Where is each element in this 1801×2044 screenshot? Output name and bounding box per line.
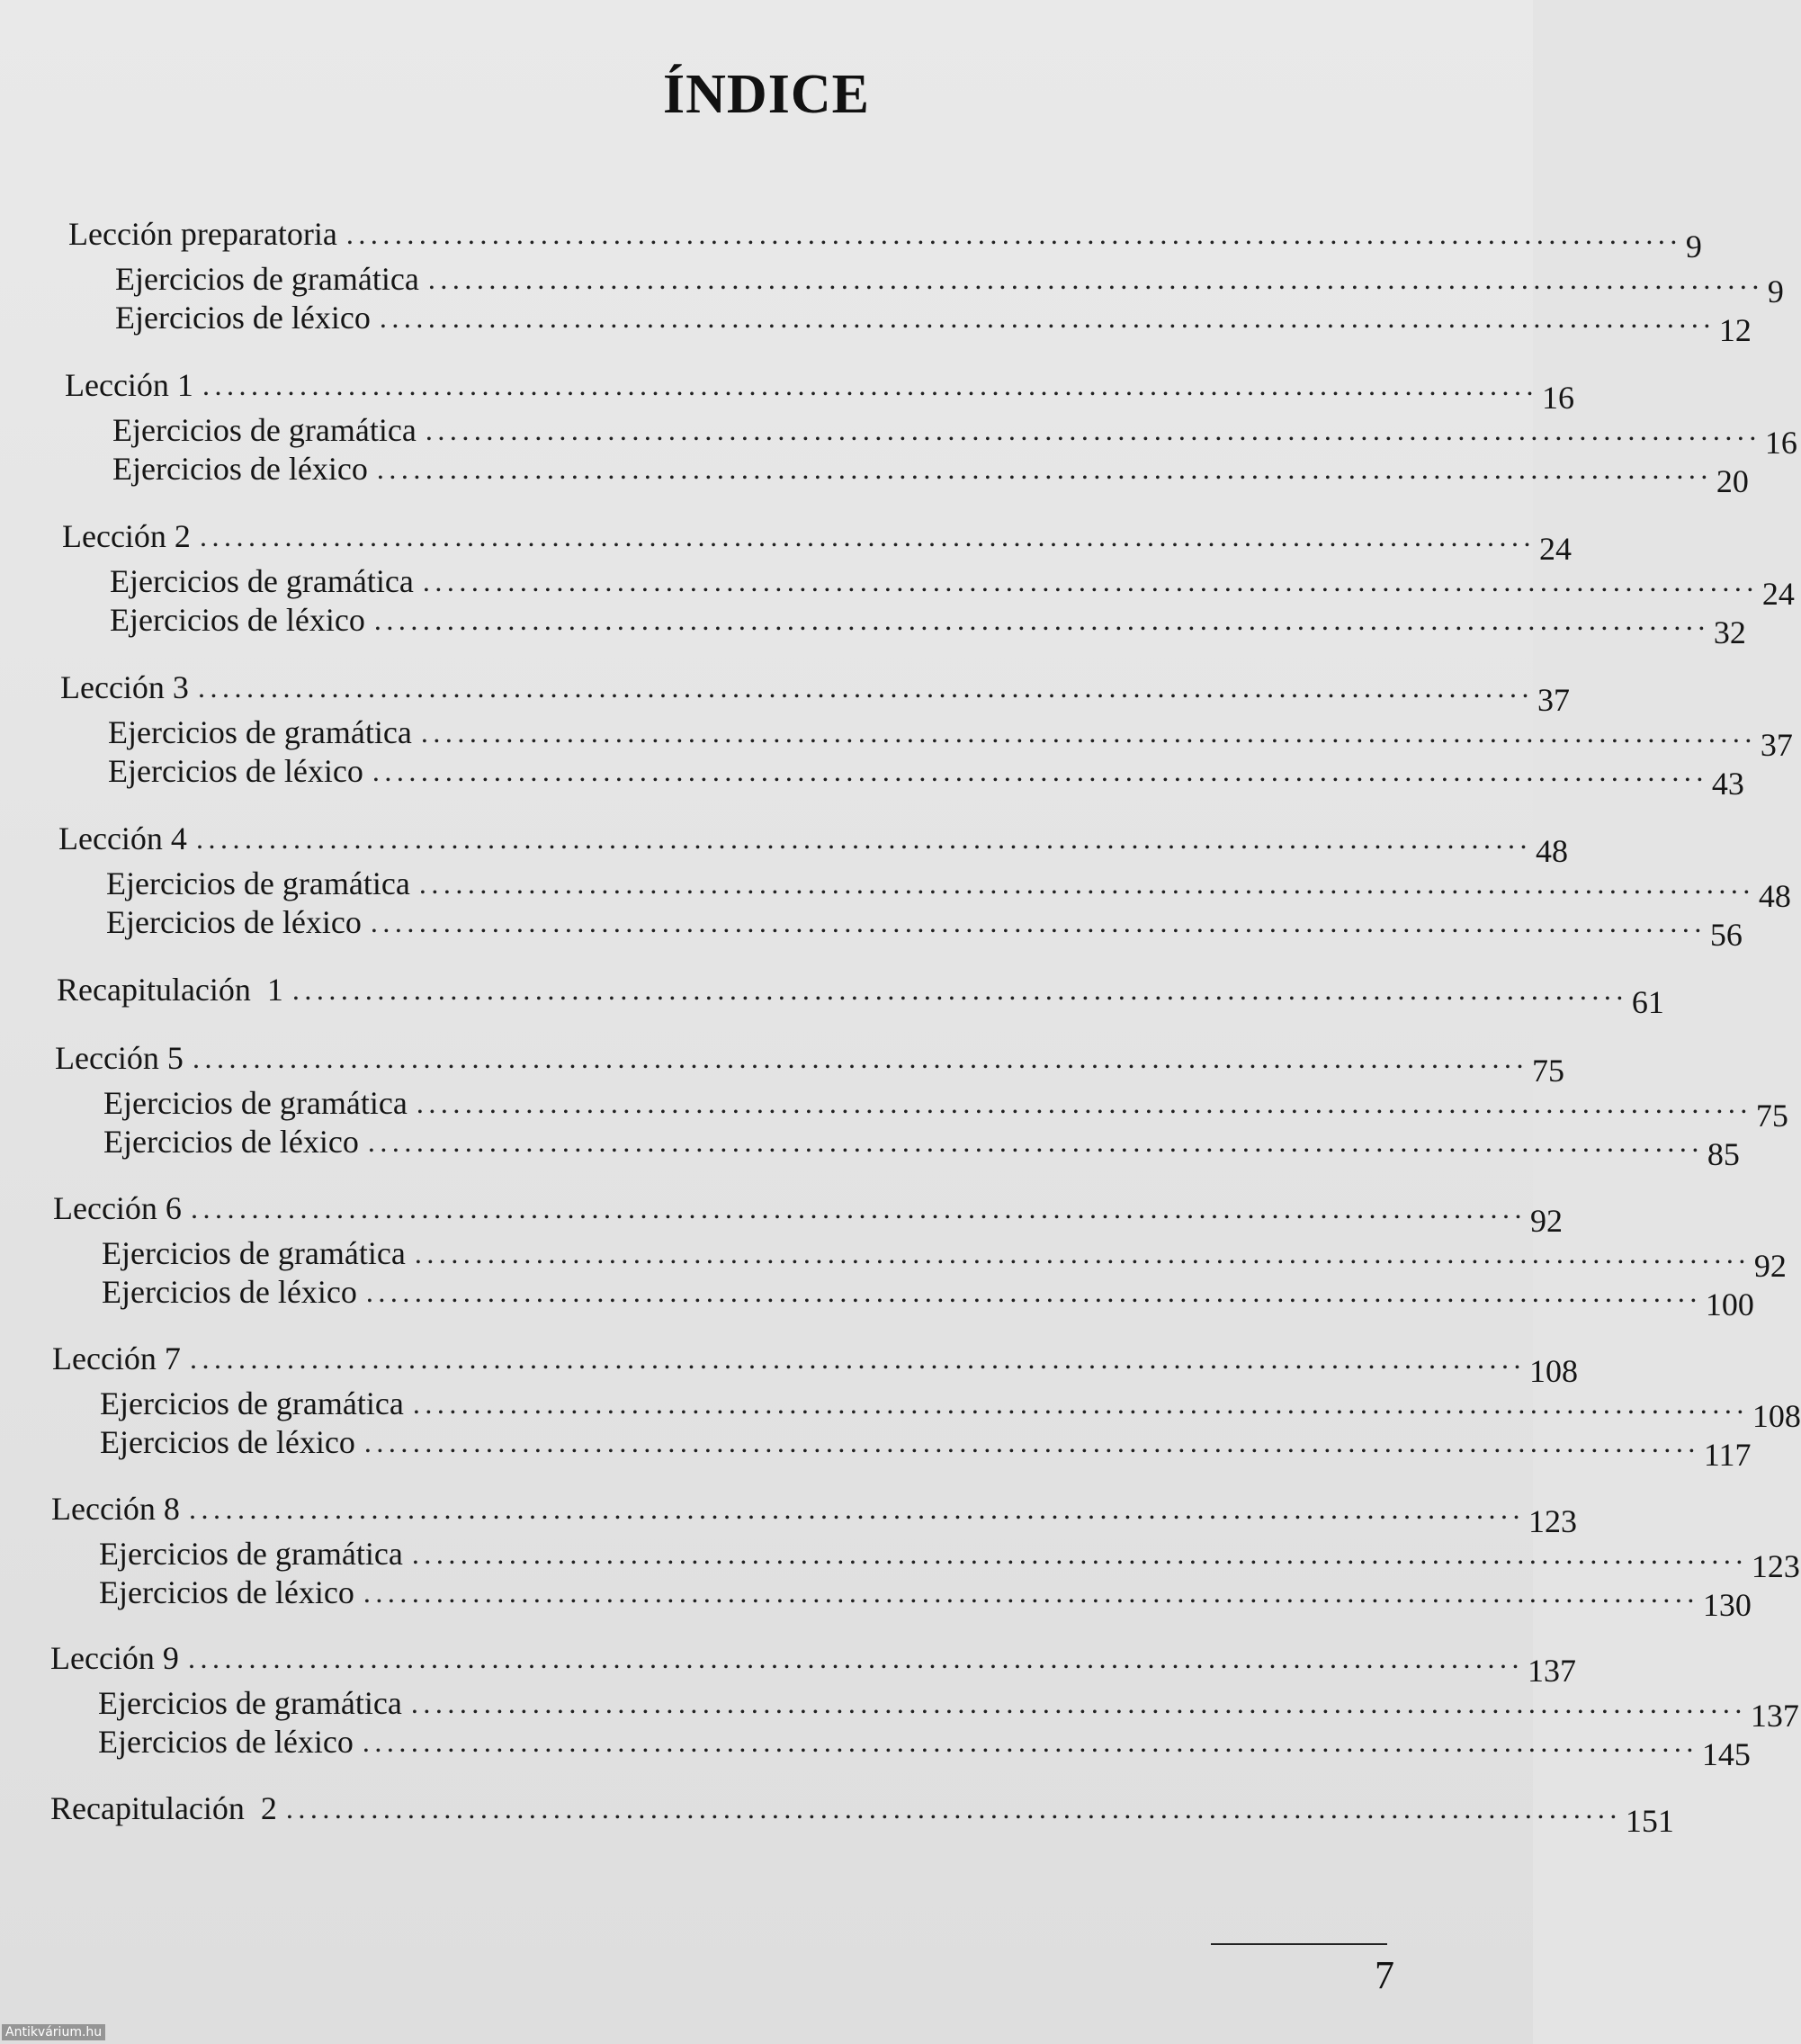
toc-entry-page: 43 <box>1711 766 1744 802</box>
toc-entry-label: Ejercicios de léxico <box>110 602 365 638</box>
toc-entry-page: 92 <box>1753 1248 1787 1284</box>
toc-entry-page: 48 <box>1535 833 1568 869</box>
toc-entry-subsection <box>98 1717 1751 1772</box>
dot-leader: .............................................................................................................. <box>188 1493 1525 1525</box>
toc-entry-page: 151 <box>1625 1803 1674 1839</box>
toc-entry-page: 92 <box>1529 1203 1563 1239</box>
toc-entry-label: Ejercicios de léxico <box>103 1124 359 1160</box>
toc-entry-page: 100 <box>1705 1286 1754 1322</box>
toc-entry-page: 75 <box>1531 1053 1564 1089</box>
toc-entry-page: 85 <box>1707 1136 1740 1172</box>
footer-rule <box>1211 1943 1387 1945</box>
toc-entry-label: Lección 8 <box>51 1491 180 1527</box>
dot-leader: .............................................................................................................. <box>190 1192 1527 1224</box>
toc-entry-subsection <box>108 707 1793 763</box>
toc-entry-subsection <box>115 254 1784 309</box>
toc-entry-page: 56 <box>1709 917 1743 953</box>
dot-leader: .............................................................................................................. <box>345 218 1682 250</box>
toc-entry-label: Lección 5 <box>55 1040 184 1076</box>
toc-entry-label: Ejercicios de gramática <box>103 1085 408 1121</box>
dot-leader: .............................................................................................................. <box>422 565 1759 597</box>
dot-leader: .............................................................................................................. <box>376 453 1713 485</box>
toc-entry-label: Lección 6 <box>53 1190 182 1226</box>
toc-entry-page: 9 <box>1685 229 1702 264</box>
toc-entry-label: Ejercicios de gramática <box>108 714 412 750</box>
toc-entry-recap <box>50 1783 1674 1839</box>
toc-entry-label: Lección preparatoria <box>68 216 337 252</box>
dot-leader: .............................................................................................................. <box>291 973 1628 1006</box>
toc-entry-label: Ejercicios de gramática <box>102 1235 406 1271</box>
dot-leader: .............................................................................................................. <box>285 1792 1622 1824</box>
toc-entry-lesson <box>50 1633 1576 1689</box>
toc-entry-page: 61 <box>1631 984 1664 1020</box>
toc-entry-label: Ejercicios de gramática <box>110 563 414 599</box>
toc-entry-label: Lección 4 <box>58 820 187 856</box>
toc-entry-label: Ejercicios de léxico <box>98 1724 354 1760</box>
toc-entry-subsection <box>110 595 1746 650</box>
toc-entry-subsection <box>115 292 1752 348</box>
toc-entry-page: 16 <box>1764 425 1797 461</box>
toc-entry-page: 137 <box>1750 1698 1799 1734</box>
toc-entry-label: Ejercicios de gramática <box>100 1385 404 1421</box>
toc-entry-subsection <box>103 1116 1740 1172</box>
toc-entry-page: 32 <box>1713 614 1746 650</box>
toc-entry-label: Ejercicios de léxico <box>115 300 371 336</box>
toc-entry-subsection <box>106 858 1791 914</box>
toc-entry-label: Lección 7 <box>52 1340 181 1376</box>
dot-leader: .............................................................................................................. <box>379 301 1716 334</box>
dot-leader: .............................................................................................................. <box>363 1426 1700 1458</box>
toc-entry-subsection <box>100 1378 1801 1434</box>
dot-leader: .............................................................................................................. <box>410 1687 1747 1719</box>
dot-leader: .............................................................................................................. <box>373 604 1710 636</box>
dot-leader: .............................................................................................................. <box>195 822 1532 855</box>
toc-entry-lesson <box>62 511 1572 567</box>
dot-leader: .............................................................................................................. <box>199 520 1536 552</box>
dot-leader: .............................................................................................................. <box>372 755 1708 787</box>
toc-entry-subsection <box>100 1417 1752 1473</box>
dot-leader: .............................................................................................................. <box>418 867 1755 900</box>
toc-entry-label: Lección 9 <box>50 1640 179 1676</box>
dot-leader: .............................................................................................................. <box>187 1642 1524 1674</box>
dot-leader: .............................................................................................................. <box>412 1387 1749 1420</box>
toc-entry-subsection <box>102 1228 1787 1284</box>
toc-entry-label: Ejercicios de léxico <box>112 451 368 487</box>
toc-entry-label: Ejercicios de léxico <box>100 1424 355 1460</box>
toc-entry-page: 123 <box>1751 1548 1800 1584</box>
toc-entry-page: 130 <box>1702 1587 1752 1623</box>
dot-leader: .............................................................................................................. <box>425 414 1761 446</box>
dot-leader: .............................................................................................................. <box>197 671 1534 704</box>
toc-entry-subsection <box>102 1267 1754 1322</box>
toc-entry-recap <box>57 964 1664 1020</box>
toc-entry-page: 108 <box>1528 1353 1578 1389</box>
toc-entry-label: Ejercicios de gramática <box>106 865 410 901</box>
dot-leader: .............................................................................................................. <box>411 1537 1748 1570</box>
toc-entry-label: Recapitulación 2 <box>50 1790 277 1826</box>
toc-entry-subsection <box>112 444 1749 499</box>
toc-entry-label: Ejercicios de gramática <box>112 412 417 448</box>
dot-leader: .............................................................................................................. <box>414 1237 1751 1269</box>
toc-entry-page: 16 <box>1541 380 1574 416</box>
toc-entry-lesson <box>53 1183 1563 1239</box>
toc-entry-page: 108 <box>1752 1398 1801 1434</box>
toc-entry-page: 24 <box>1761 576 1795 612</box>
toc-entry-page: 12 <box>1718 312 1752 348</box>
toc-entry-label: Ejercicios de léxico <box>106 904 362 940</box>
toc-entry-subsection <box>106 897 1743 953</box>
toc-entry-label: Lección 2 <box>62 518 191 554</box>
toc-entry-page: 24 <box>1538 531 1572 567</box>
toc-entry-page: 145 <box>1701 1736 1751 1772</box>
page-number: 7 <box>1375 1953 1394 1997</box>
toc-entry-subsection <box>110 556 1795 612</box>
toc-entry-label: Ejercicios de gramática <box>98 1685 402 1721</box>
toc-entry-lesson <box>52 1333 1578 1389</box>
toc-entry-subsection <box>103 1078 1788 1134</box>
toc-entry-subsection <box>108 746 1744 802</box>
dot-leader: .............................................................................................................. <box>363 1576 1699 1609</box>
dot-leader: .............................................................................................................. <box>202 369 1538 401</box>
toc-entry-page: 20 <box>1716 463 1749 499</box>
toc-entry-label: Ejercicios de léxico <box>108 753 363 789</box>
toc-entry-label: Ejercicios de léxico <box>102 1274 357 1310</box>
toc-entry-subsection <box>98 1678 1799 1734</box>
dot-leader: .............................................................................................................. <box>365 1276 1702 1308</box>
toc-entry-label: Ejercicios de gramática <box>115 261 419 297</box>
toc-entry-page: 123 <box>1528 1503 1577 1539</box>
dot-leader: .............................................................................................................. <box>370 906 1707 938</box>
toc-entry-subsection <box>112 405 1797 461</box>
toc-entry-lesson <box>68 209 1702 264</box>
dot-leader: .............................................................................................................. <box>189 1342 1526 1375</box>
toc-entry-page: 9 <box>1767 273 1784 309</box>
dot-leader: .............................................................................................................. <box>420 716 1757 749</box>
dot-leader: .............................................................................................................. <box>427 263 1764 295</box>
dot-leader: .............................................................................................................. <box>362 1726 1698 1758</box>
toc-entry-label: Lección 3 <box>60 669 189 705</box>
toc-entry-page: 37 <box>1537 682 1570 718</box>
toc-entry-page: 75 <box>1755 1098 1788 1134</box>
toc-entry-label: Recapitulación 1 <box>57 972 283 1008</box>
toc-entry-lesson <box>55 1033 1564 1089</box>
toc-entry-label: Ejercicios de léxico <box>99 1574 354 1610</box>
toc-entry-lesson <box>60 662 1570 718</box>
dot-leader: .............................................................................................................. <box>416 1087 1752 1119</box>
watermark: Antikvárium.hu <box>2 2024 105 2040</box>
toc-entry-page: 117 <box>1703 1437 1752 1473</box>
toc-entry-label: Ejercicios de gramática <box>99 1536 403 1572</box>
toc-entry-lesson <box>65 360 1574 416</box>
dot-leader: .............................................................................................................. <box>367 1125 1704 1158</box>
toc-entry-page: 137 <box>1527 1653 1576 1689</box>
toc-entry-label: Lección 1 <box>65 367 193 403</box>
page-title: ÍNDICE <box>663 64 870 125</box>
toc-entry-page: 48 <box>1758 878 1791 914</box>
toc-entry-subsection <box>99 1567 1752 1623</box>
toc-entry-subsection <box>99 1529 1800 1584</box>
toc-entry-lesson <box>51 1484 1577 1539</box>
dot-leader: .............................................................................................................. <box>192 1042 1528 1074</box>
toc-entry-page: 37 <box>1760 727 1793 763</box>
toc-entry-lesson <box>58 813 1568 869</box>
